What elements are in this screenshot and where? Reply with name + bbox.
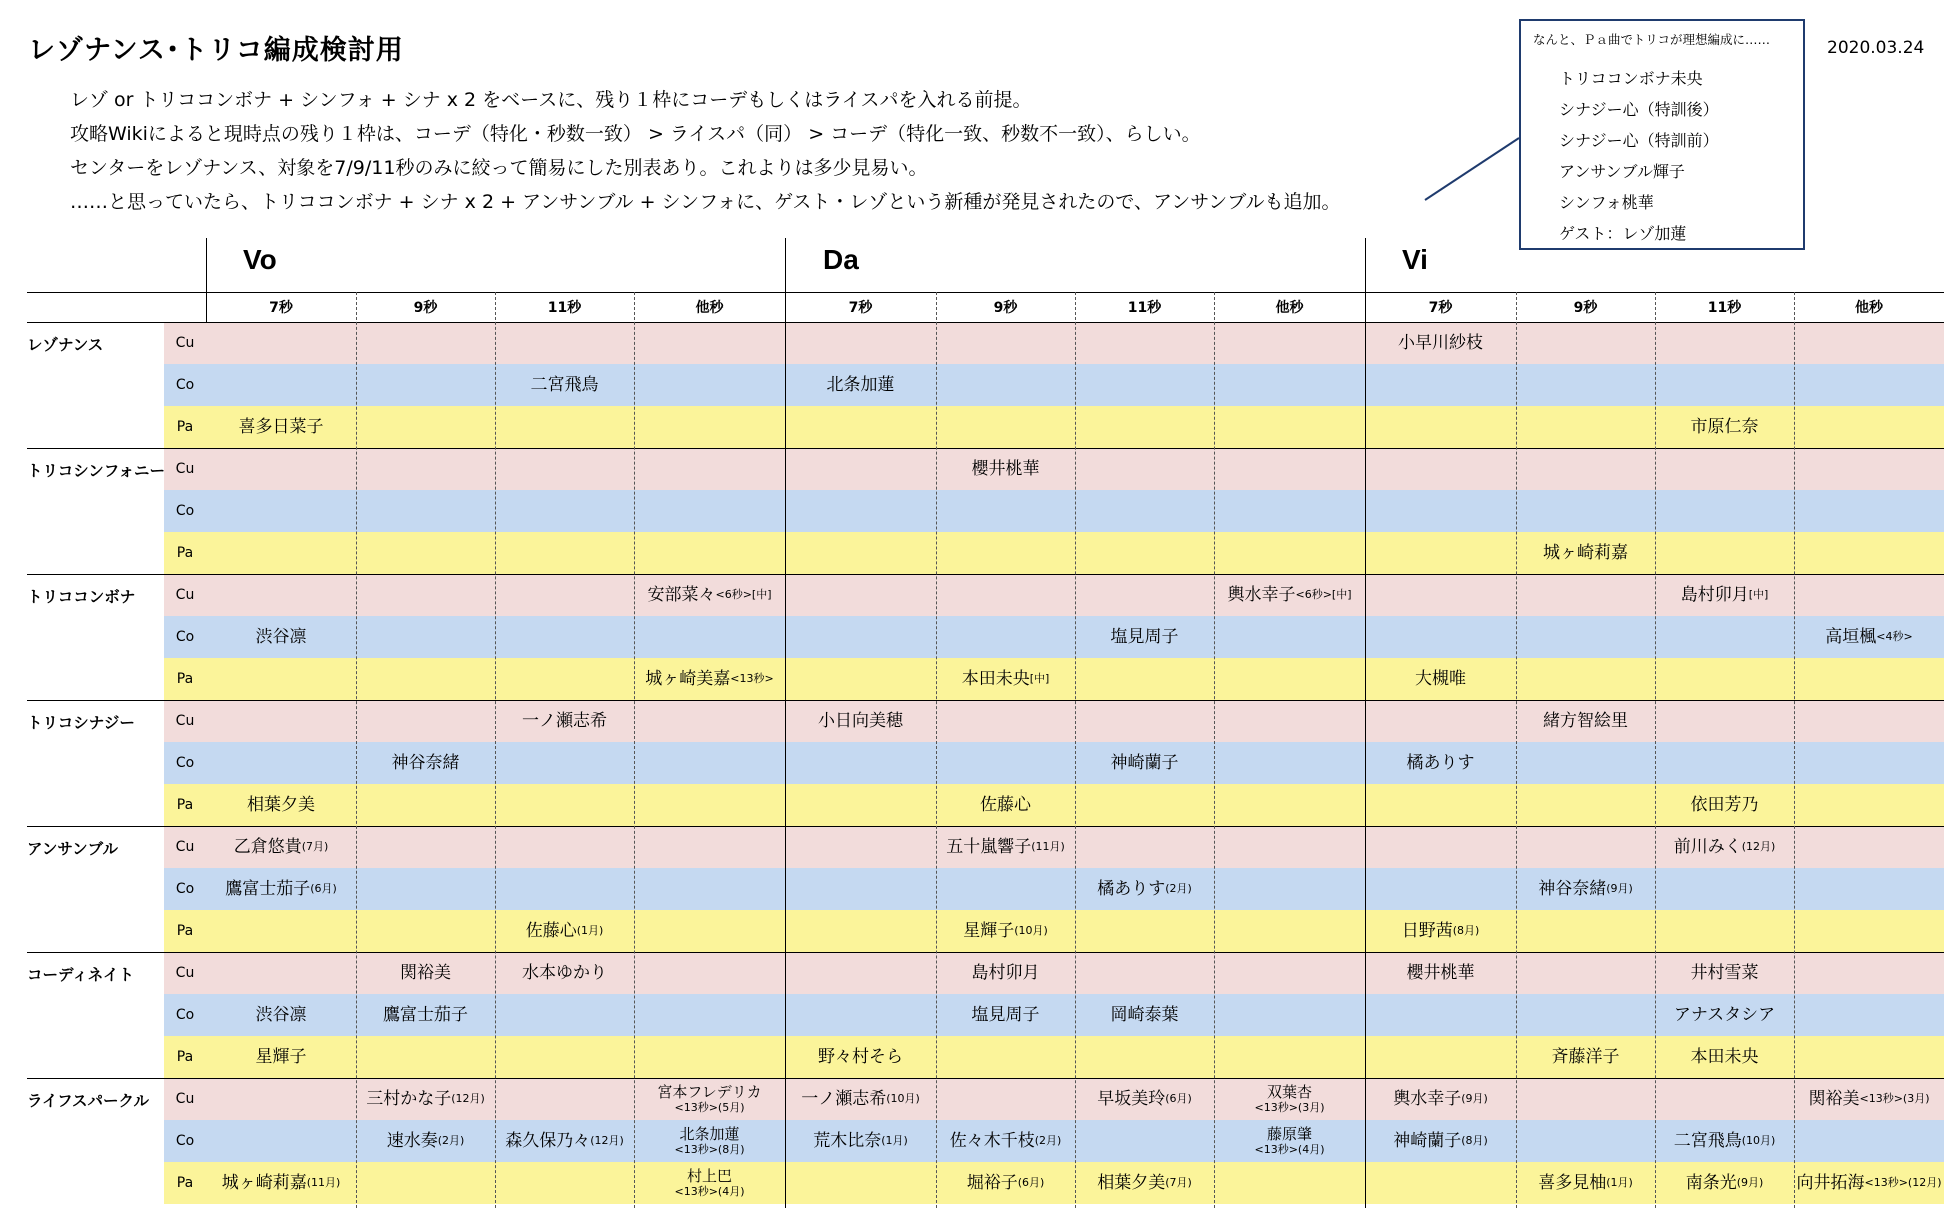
idol-note: (6月) xyxy=(1017,1176,1045,1190)
idol-note: (10月) xyxy=(1014,924,1048,938)
idol-cell[interactable] xyxy=(356,952,495,994)
idol-name: 双葉杏 xyxy=(1266,1083,1312,1102)
column-divider xyxy=(495,292,496,1208)
idol-cell[interactable] xyxy=(1365,910,1516,952)
idol-name: 一ノ瀬志希 xyxy=(801,1088,887,1109)
idol-name: 安部菜々 xyxy=(647,584,716,605)
idol-name: 藤原肇 xyxy=(1266,1125,1312,1144)
idol-cell[interactable] xyxy=(936,952,1075,994)
idol-cell[interactable] xyxy=(1365,742,1516,784)
idol-cell[interactable] xyxy=(495,364,634,406)
card-type-label: Co xyxy=(175,755,195,771)
idol-name: 鷹富士茄子 xyxy=(383,1004,468,1025)
note-item: シンフォ桃華 xyxy=(1559,193,1654,212)
column-divider xyxy=(1794,292,1795,1208)
table-rule xyxy=(27,322,1944,323)
idol-name: 神崎蘭子 xyxy=(1110,752,1179,773)
idol-note: <13秒>(12月) xyxy=(1864,1176,1942,1190)
idol-note: (6月) xyxy=(310,882,337,896)
seconds-header: 他秒 xyxy=(1855,300,1883,316)
card-type-label: Co xyxy=(175,377,195,393)
idol-note: (12月) xyxy=(451,1092,485,1106)
idol-cell[interactable] xyxy=(1794,616,1944,658)
idol-cell[interactable] xyxy=(634,574,785,616)
idol-cell[interactable] xyxy=(1516,532,1655,574)
row-band-co xyxy=(164,616,1944,658)
idol-cell[interactable] xyxy=(1794,1162,1944,1204)
idol-cell[interactable] xyxy=(356,994,495,1036)
idol-name: 相葉夕美 xyxy=(1097,1172,1166,1193)
card-type-label: Cu xyxy=(175,461,195,477)
idol-cell[interactable] xyxy=(936,658,1075,700)
idol-cell[interactable] xyxy=(495,1120,634,1162)
idol-note: (1月) xyxy=(576,924,604,938)
idol-note: <6秒>[中] xyxy=(715,588,772,602)
note-heading: なんと、Ｐａ曲でトリコが理想編成に…… xyxy=(1533,32,1771,47)
note-item: トリココンボナ未央 xyxy=(1559,69,1703,88)
intro-line: センターをレゾナンス、対象を7/9/11秒のみに絞って簡易にした別表あり。これよりは多少見易い。 xyxy=(70,157,928,179)
idol-name: 星輝子 xyxy=(963,920,1015,941)
seconds-header: 他秒 xyxy=(695,300,724,316)
note-item: アンサンブル輝子 xyxy=(1559,162,1685,181)
idol-cell[interactable] xyxy=(785,1120,936,1162)
idol-name: 二宮飛鳥 xyxy=(530,374,599,395)
idol-note: (10月) xyxy=(1741,1134,1776,1148)
seconds-header: 11秒 xyxy=(1707,300,1742,316)
card-type-label: Co xyxy=(175,503,195,519)
idol-name: 橘ありす xyxy=(1097,878,1166,899)
seconds-header: 9秒 xyxy=(1573,300,1598,316)
idol-name: 南条光 xyxy=(1685,1172,1737,1193)
idol-note: [中] xyxy=(1748,588,1769,602)
idol-name: 塩見周子 xyxy=(971,1004,1040,1025)
idol-name: 佐藤心 xyxy=(525,920,577,941)
row-band-co xyxy=(164,364,1944,406)
idol-cell[interactable] xyxy=(206,1036,356,1078)
idol-cell[interactable] xyxy=(206,994,356,1036)
idol-cell[interactable] xyxy=(206,406,356,448)
idol-name: 依田芳乃 xyxy=(1690,794,1759,815)
idol-name: 渋谷凛 xyxy=(255,626,307,647)
card-type-label: Pa xyxy=(176,1049,194,1065)
idol-cell[interactable] xyxy=(1075,1162,1214,1204)
card-type-label: Pa xyxy=(176,671,194,687)
idol-name: 乙倉悠貴 xyxy=(233,836,302,857)
idol-note: (7月) xyxy=(1165,1176,1192,1190)
idol-cell[interactable] xyxy=(785,700,936,742)
idol-cell[interactable] xyxy=(1655,1120,1794,1162)
idol-note: (2月) xyxy=(1034,1134,1062,1148)
idol-name: 井村雪菜 xyxy=(1690,962,1759,983)
unit-label: トリココンボナ xyxy=(27,588,136,606)
card-type-label: Pa xyxy=(176,545,194,561)
column-divider xyxy=(206,238,207,322)
idol-cell[interactable] xyxy=(1075,742,1214,784)
idol-name: 一ノ瀬志希 xyxy=(522,710,607,731)
idol-note: <13秒>(3月) xyxy=(1254,1101,1325,1115)
idol-cell[interactable] xyxy=(1516,700,1655,742)
idol-cell[interactable] xyxy=(1655,1036,1794,1078)
idol-name: 佐々木千枝 xyxy=(949,1130,1035,1151)
card-type-label: Pa xyxy=(176,797,194,813)
seconds-header: 11秒 xyxy=(1127,300,1162,316)
idol-note: <13秒>(5月) xyxy=(674,1101,745,1115)
idol-cell[interactable] xyxy=(1655,574,1794,616)
unit-label: コーディネイト xyxy=(27,966,134,984)
seconds-header: 11秒 xyxy=(547,300,582,316)
seconds-header: 7秒 xyxy=(269,300,293,316)
idol-cell[interactable] xyxy=(936,784,1075,826)
attribute-header: Da xyxy=(823,244,859,275)
idol-note: (9月) xyxy=(1736,1176,1764,1190)
callout-note-box xyxy=(1519,19,1805,250)
idol-cell[interactable] xyxy=(1365,1078,1516,1120)
idol-name: 城ヶ崎莉嘉 xyxy=(221,1172,307,1193)
idol-name: 日野茜 xyxy=(1401,920,1453,941)
idol-name: 岡崎泰葉 xyxy=(1110,1004,1179,1025)
idol-cell[interactable] xyxy=(936,994,1075,1036)
idol-cell[interactable] xyxy=(1214,1120,1365,1162)
note-item: シナジー心（特訓後） xyxy=(1559,100,1719,119)
idol-name: 神谷奈緒 xyxy=(391,752,460,773)
row-band-co xyxy=(164,868,1944,910)
idol-name: 櫻井桃華 xyxy=(971,458,1040,479)
idol-name: 佐藤心 xyxy=(980,794,1031,815)
idol-name: 速水奏 xyxy=(386,1130,438,1151)
idol-name: 高垣楓 xyxy=(1825,626,1877,647)
idol-cell[interactable] xyxy=(1516,1036,1655,1078)
card-type-label: Co xyxy=(175,881,195,897)
idol-name: 神崎蘭子 xyxy=(1393,1130,1462,1151)
idol-name: 二宮飛鳥 xyxy=(1673,1130,1742,1151)
idol-name: 関裕美 xyxy=(1808,1088,1860,1109)
idol-name: 櫻井桃華 xyxy=(1406,962,1475,983)
unit-label: レゾナンス xyxy=(27,336,104,354)
idol-name: 関裕美 xyxy=(400,962,451,983)
idol-name: 小日向美穂 xyxy=(818,710,903,731)
idol-name: 大槻唯 xyxy=(1415,668,1466,689)
idol-name: 輿水幸子 xyxy=(1227,584,1296,605)
idol-note: <13秒>(4月) xyxy=(1254,1143,1325,1157)
idol-note: (2月) xyxy=(437,1134,465,1148)
idol-note: <13秒>(8月) xyxy=(674,1143,745,1157)
unit-label: ライフスパークル xyxy=(27,1092,149,1110)
idol-name: 市原仁奈 xyxy=(1690,416,1759,437)
row-band-co xyxy=(164,490,1944,532)
idol-cell[interactable] xyxy=(936,826,1075,868)
idol-name: 前川みく xyxy=(1673,836,1742,857)
row-band-cu xyxy=(164,700,1944,742)
idol-name: 向井拓海 xyxy=(1796,1172,1865,1193)
idol-name: 本田未央 xyxy=(1690,1046,1759,1067)
idol-note: (8月) xyxy=(1461,1134,1488,1148)
card-type-label: Co xyxy=(175,629,195,645)
idol-name: 宮本フレデリカ xyxy=(657,1083,762,1102)
card-type-label: Pa xyxy=(176,1175,194,1191)
intro-line: ……と思っていたら、トリココンボナ + シナ x 2 + アンサンブル + シンフォに、ゲスト・レゾという新種が発見されたので、アンサンブルも追加。 xyxy=(70,191,1341,213)
idol-cell[interactable] xyxy=(936,1162,1075,1204)
idol-name: 島村卯月 xyxy=(971,962,1040,983)
idol-cell[interactable] xyxy=(1516,1162,1655,1204)
idol-cell[interactable] xyxy=(206,784,356,826)
idol-cell[interactable] xyxy=(1365,952,1516,994)
card-type-label: Co xyxy=(175,1133,195,1149)
card-type-label: Co xyxy=(175,1007,195,1023)
idol-cell[interactable] xyxy=(785,364,936,406)
row-band-pa xyxy=(164,532,1944,574)
idol-cell[interactable] xyxy=(1075,994,1214,1036)
idol-name: 神谷奈緒 xyxy=(1538,878,1607,899)
seconds-header: 他秒 xyxy=(1275,300,1304,316)
idol-cell[interactable] xyxy=(1794,1078,1944,1120)
column-divider xyxy=(1365,238,1366,1208)
idol-name: 野々村そら xyxy=(818,1046,903,1067)
unit-label: トリコシンフォニー xyxy=(27,462,166,480)
idol-note: (9月) xyxy=(1461,1092,1488,1106)
idol-note: (6月) xyxy=(1165,1092,1192,1106)
idol-name: 三村かな子 xyxy=(366,1088,452,1109)
attribute-header: Vo xyxy=(243,244,277,275)
idol-cell[interactable] xyxy=(634,1078,785,1120)
idol-note: <13秒>(4月) xyxy=(674,1185,745,1199)
unit-separator xyxy=(27,700,1944,701)
seconds-header: 9秒 xyxy=(413,300,438,316)
idol-name: 村上巴 xyxy=(686,1167,732,1186)
unit-label: アンサンブル xyxy=(27,840,118,858)
attribute-header: Vi xyxy=(1402,244,1428,275)
idol-name: 喜多日菜子 xyxy=(238,416,324,437)
idol-name: アナスタシア xyxy=(1673,1004,1776,1025)
idol-cell[interactable] xyxy=(1365,658,1516,700)
idol-cell[interactable] xyxy=(936,1120,1075,1162)
idol-note: (11月) xyxy=(306,1176,341,1190)
idol-cell[interactable] xyxy=(356,742,495,784)
idol-cell[interactable] xyxy=(206,868,356,910)
idol-name: 斉藤洋子 xyxy=(1551,1046,1620,1067)
idol-note: (10月) xyxy=(886,1092,920,1106)
idol-name: 喜多見柚 xyxy=(1538,1172,1607,1193)
idol-cell[interactable] xyxy=(634,658,785,700)
seconds-header: 9秒 xyxy=(993,300,1018,316)
idol-note: (1月) xyxy=(881,1134,908,1148)
idol-name: 小早川紗枝 xyxy=(1398,332,1483,353)
intro-line: 攻略Wikiによると現時点の残り１枠は、コーデ（特化・秒数一致） > ライスパ（同） > コーデ（特化一致、秒数不一致）、らしい。 xyxy=(70,123,1201,145)
idol-cell[interactable] xyxy=(1655,784,1794,826)
idol-name: 北条加蓮 xyxy=(679,1125,740,1144)
idol-cell[interactable] xyxy=(1075,616,1214,658)
idol-name: 早坂美玲 xyxy=(1097,1088,1166,1109)
idol-cell[interactable] xyxy=(1365,322,1516,364)
idol-cell[interactable] xyxy=(1214,574,1365,616)
idol-name: 輿水幸子 xyxy=(1393,1088,1462,1109)
idol-cell[interactable] xyxy=(936,448,1075,490)
unit-label: トリコシナジー xyxy=(27,714,135,732)
card-type-label: Cu xyxy=(175,335,195,351)
idol-cell[interactable] xyxy=(1655,826,1794,868)
idol-name: 城ヶ崎美嘉 xyxy=(645,668,731,689)
idol-name: 堀裕子 xyxy=(966,1172,1018,1193)
idol-cell[interactable] xyxy=(1516,868,1655,910)
column-divider xyxy=(1214,292,1215,1208)
idol-cell[interactable] xyxy=(1655,994,1794,1036)
idol-note: (12月) xyxy=(590,1134,624,1148)
idol-note: (9月) xyxy=(1606,882,1633,896)
idol-cell[interactable] xyxy=(206,826,356,868)
card-type-label: Cu xyxy=(175,965,195,981)
idol-note: (12月) xyxy=(1741,840,1776,854)
idol-note: <13秒> xyxy=(730,672,774,686)
intro-line: レゾ or トリココンボナ + シンフォ + シナ x 2 をベースに、残り１枠にコーデもしくはライスパを入れる前提。 xyxy=(70,89,1032,111)
date-label: 2020.03.24 xyxy=(1827,38,1925,58)
unit-separator xyxy=(27,1078,1944,1079)
idol-note: (8月) xyxy=(1452,924,1480,938)
idol-name: 荒木比奈 xyxy=(813,1130,882,1151)
idol-note: <4秒> xyxy=(1876,630,1913,644)
idol-note: [中] xyxy=(1029,672,1050,686)
idol-note: <13秒>(3月) xyxy=(1859,1092,1930,1106)
idol-name: 星輝子 xyxy=(255,1046,307,1067)
idol-cell[interactable] xyxy=(1214,1078,1365,1120)
row-band-cu xyxy=(164,322,1944,364)
note-item: シナジー心（特訓前） xyxy=(1559,131,1719,150)
idol-name: 橘ありす xyxy=(1406,752,1475,773)
idol-cell[interactable] xyxy=(206,616,356,658)
idol-cell[interactable] xyxy=(495,910,634,952)
idol-name: 北条加蓮 xyxy=(826,374,895,395)
idol-cell[interactable] xyxy=(1075,1078,1214,1120)
idol-cell[interactable] xyxy=(1655,952,1794,994)
card-type-label: Cu xyxy=(175,587,195,603)
idol-cell[interactable] xyxy=(785,1036,936,1078)
column-divider xyxy=(634,292,635,1208)
idol-name: 塩見周子 xyxy=(1110,626,1179,647)
idol-note: (2月) xyxy=(1165,882,1192,896)
idol-cell[interactable] xyxy=(634,1162,785,1204)
idol-cell[interactable] xyxy=(356,1078,495,1120)
idol-name: 渋谷凛 xyxy=(255,1004,307,1025)
card-type-label: Cu xyxy=(175,713,195,729)
idol-note: (11月) xyxy=(1031,840,1065,854)
idol-name: 森久保乃々 xyxy=(505,1130,591,1151)
idol-cell[interactable] xyxy=(1365,1120,1516,1162)
page-title: レゾナンス･トリコ編成検討用 xyxy=(28,35,404,66)
idol-name: 本田未央 xyxy=(961,668,1030,689)
idol-note: (1月) xyxy=(1606,1176,1633,1190)
column-divider xyxy=(936,292,937,1208)
idol-name: 緒方智絵里 xyxy=(1543,710,1628,731)
idol-cell[interactable] xyxy=(495,952,634,994)
idol-cell[interactable] xyxy=(206,1162,356,1204)
idol-cell[interactable] xyxy=(634,1120,785,1162)
idol-name: 五十嵐響子 xyxy=(946,836,1032,857)
idol-note: (7月) xyxy=(301,840,329,854)
card-type-label: Cu xyxy=(175,1091,195,1107)
idol-cell[interactable] xyxy=(785,1078,936,1120)
seconds-header: 7秒 xyxy=(1428,300,1453,316)
idol-cell[interactable] xyxy=(1075,868,1214,910)
intro-text xyxy=(70,83,1341,219)
idol-name: 鷹富士茄子 xyxy=(225,878,311,899)
idol-name: 水本ゆかり xyxy=(522,962,607,983)
idol-note: <6秒>[中] xyxy=(1295,588,1352,602)
idol-cell[interactable] xyxy=(1655,406,1794,448)
note-item: ゲスト：レゾ加蓮 xyxy=(1559,224,1687,243)
idol-name: 島村卯月 xyxy=(1680,584,1749,605)
table-rule xyxy=(27,292,1944,293)
idol-name: 相葉夕美 xyxy=(247,794,315,815)
idol-name: 城ヶ崎莉嘉 xyxy=(1543,542,1628,563)
idol-cell[interactable] xyxy=(936,910,1075,952)
card-type-label: Cu xyxy=(175,839,195,855)
idol-cell[interactable] xyxy=(495,700,634,742)
idol-cell[interactable] xyxy=(1655,1162,1794,1204)
card-type-label: Pa xyxy=(176,923,194,939)
card-type-label: Pa xyxy=(176,419,194,435)
seconds-header: 7秒 xyxy=(848,300,873,316)
idol-cell[interactable] xyxy=(356,1120,495,1162)
